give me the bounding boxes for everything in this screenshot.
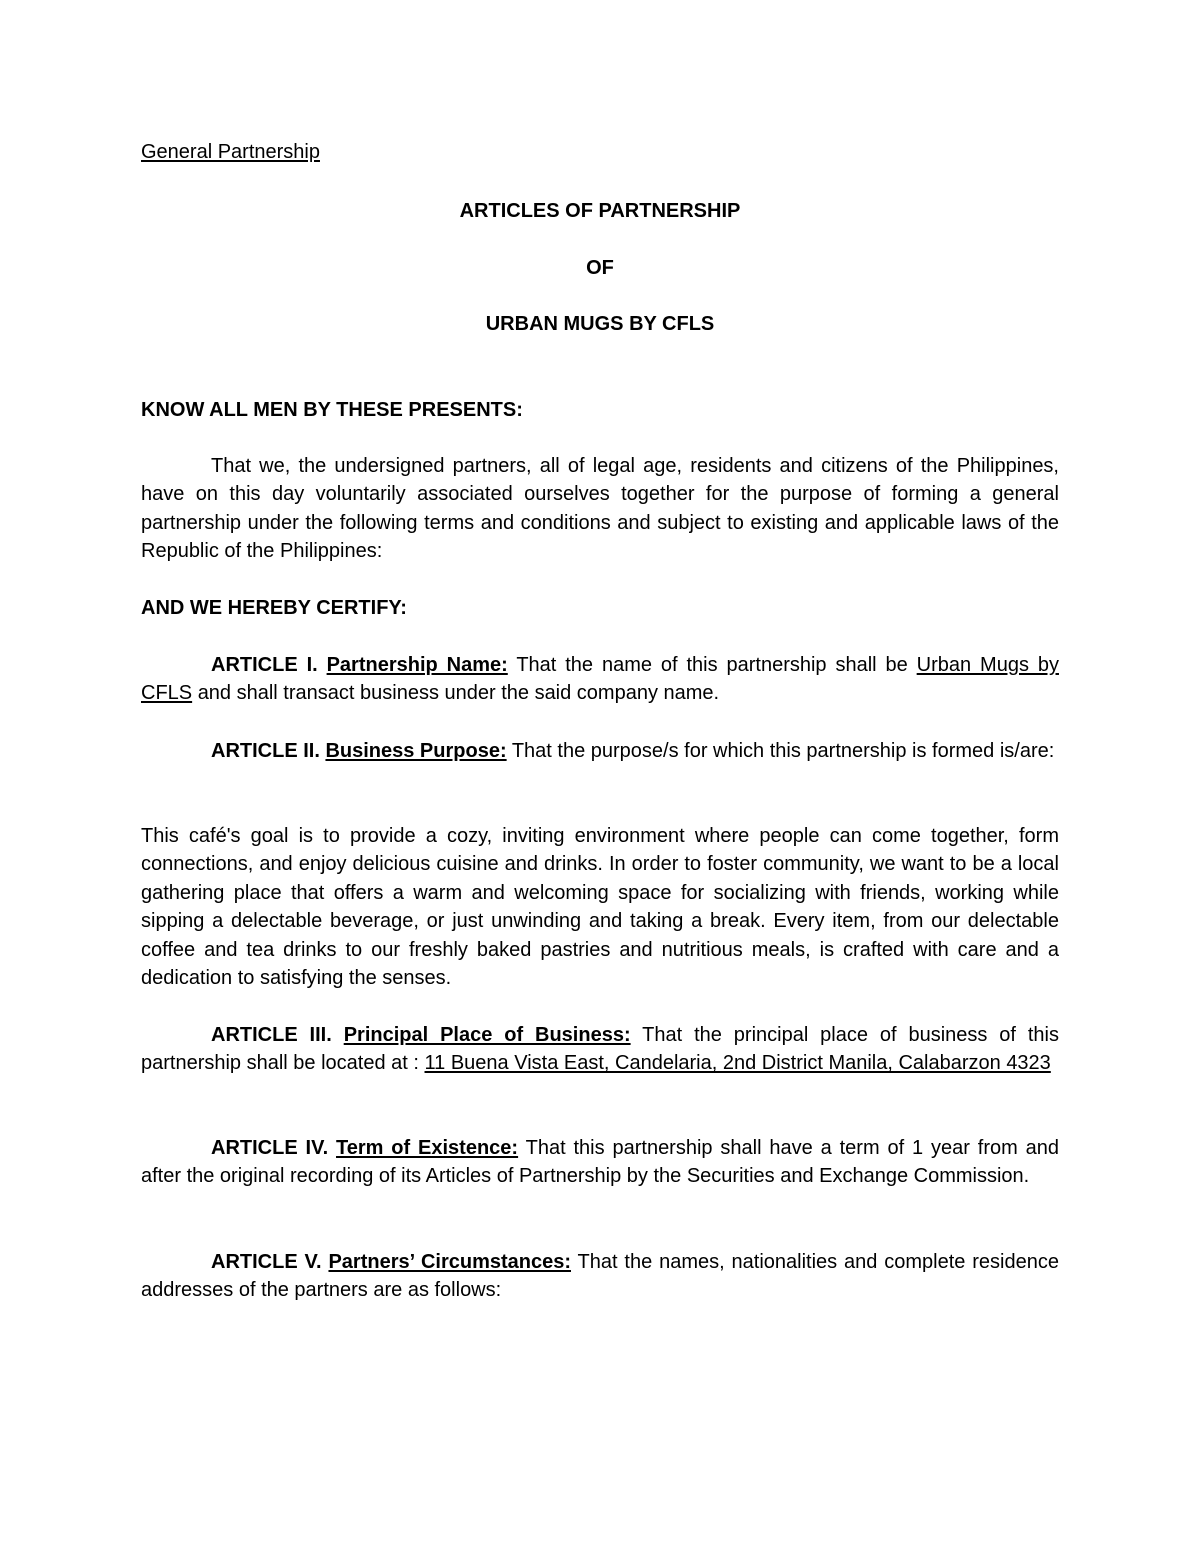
article-2-number: ARTICLE II. [211, 740, 320, 762]
business-address-value: 11 Buena Vista East, Candelaria, 2nd District Manila, Calabarzon 4323 [424, 1052, 1051, 1075]
title-line-2: OF [586, 257, 614, 279]
article-4-text: That this partnership shall have a term of 1 year from and after the original recording of its Articles of Partnership by the Securities and Exchange Commission. [141, 1137, 1059, 1188]
article-4-heading: Term of Existence: [336, 1137, 519, 1159]
know-all-heading: KNOW ALL MEN BY THESE PRESENTS: [141, 399, 523, 421]
article-2-heading: Business Purpose: [325, 740, 507, 762]
article-5-number: ARTICLE V. [211, 1251, 322, 1273]
article-1 [141, 651, 1059, 708]
preamble-paragraph: That we, the undersigned partners, all of legal age, residents and citizens of the Philippines, have on this day voluntarily associated ourselves together for the purpose of forming a general partnership under the following terms and conditions and subject to existing and applicable laws of the Republic of the Philippines: [141, 455, 1059, 563]
partnership-name-value: Urban Mugs by CFLS [141, 654, 1059, 705]
article-1-number: ARTICLE I. [211, 654, 318, 676]
article-5-text: That the names, nationalities and complete residence addresses of the partners are as follows: [141, 1251, 1059, 1302]
article-1-heading: Partnership Name: [326, 654, 508, 676]
article-4-number: ARTICLE IV. [211, 1137, 329, 1159]
certify-heading: AND WE HEREBY CERTIFY: [141, 597, 407, 619]
article-4 [141, 1134, 1059, 1191]
article-5-heading: Partners’ Circumstances: [328, 1251, 571, 1273]
article-2-text: That the purpose/s for which this partnership is formed is/are: [511, 740, 1055, 762]
article-3-number: ARTICLE III. [211, 1024, 332, 1046]
title-line-3: URBAN MUGS BY CFLS [485, 313, 715, 335]
article-2 [141, 737, 1059, 765]
article-3-heading: Principal Place of Business: [343, 1024, 631, 1046]
article-3 [141, 1021, 1059, 1078]
business-purpose-paragraph: This café's goal is to provide a cozy, inviting environment where people can come together, form connections, and enjoy delicious cuisine and drinks. In order to foster community, we want to be a local gathering place that offers a warm and welcoming space for socializing with friends, working while sipping a delectable beverage, or just unwinding and taking a break. Every item, from our delectable coffee and tea drinks to our freshly baked pastries and nutritious meals, is crafted with care and a dedication to satisfying the senses. [141, 825, 1059, 990]
title-line-1: ARTICLES OF PARTNERSHIP [459, 200, 741, 222]
document-type-label: General Partnership [141, 141, 320, 163]
article-5 [141, 1248, 1059, 1305]
article-1-text-after: and shall transact business under the said company name. [197, 682, 720, 705]
article-3-text: That the principal place of business of this partnership shall be located at : [141, 1024, 1059, 1075]
article-1-text: That the name of this partnership shall be [516, 654, 908, 676]
